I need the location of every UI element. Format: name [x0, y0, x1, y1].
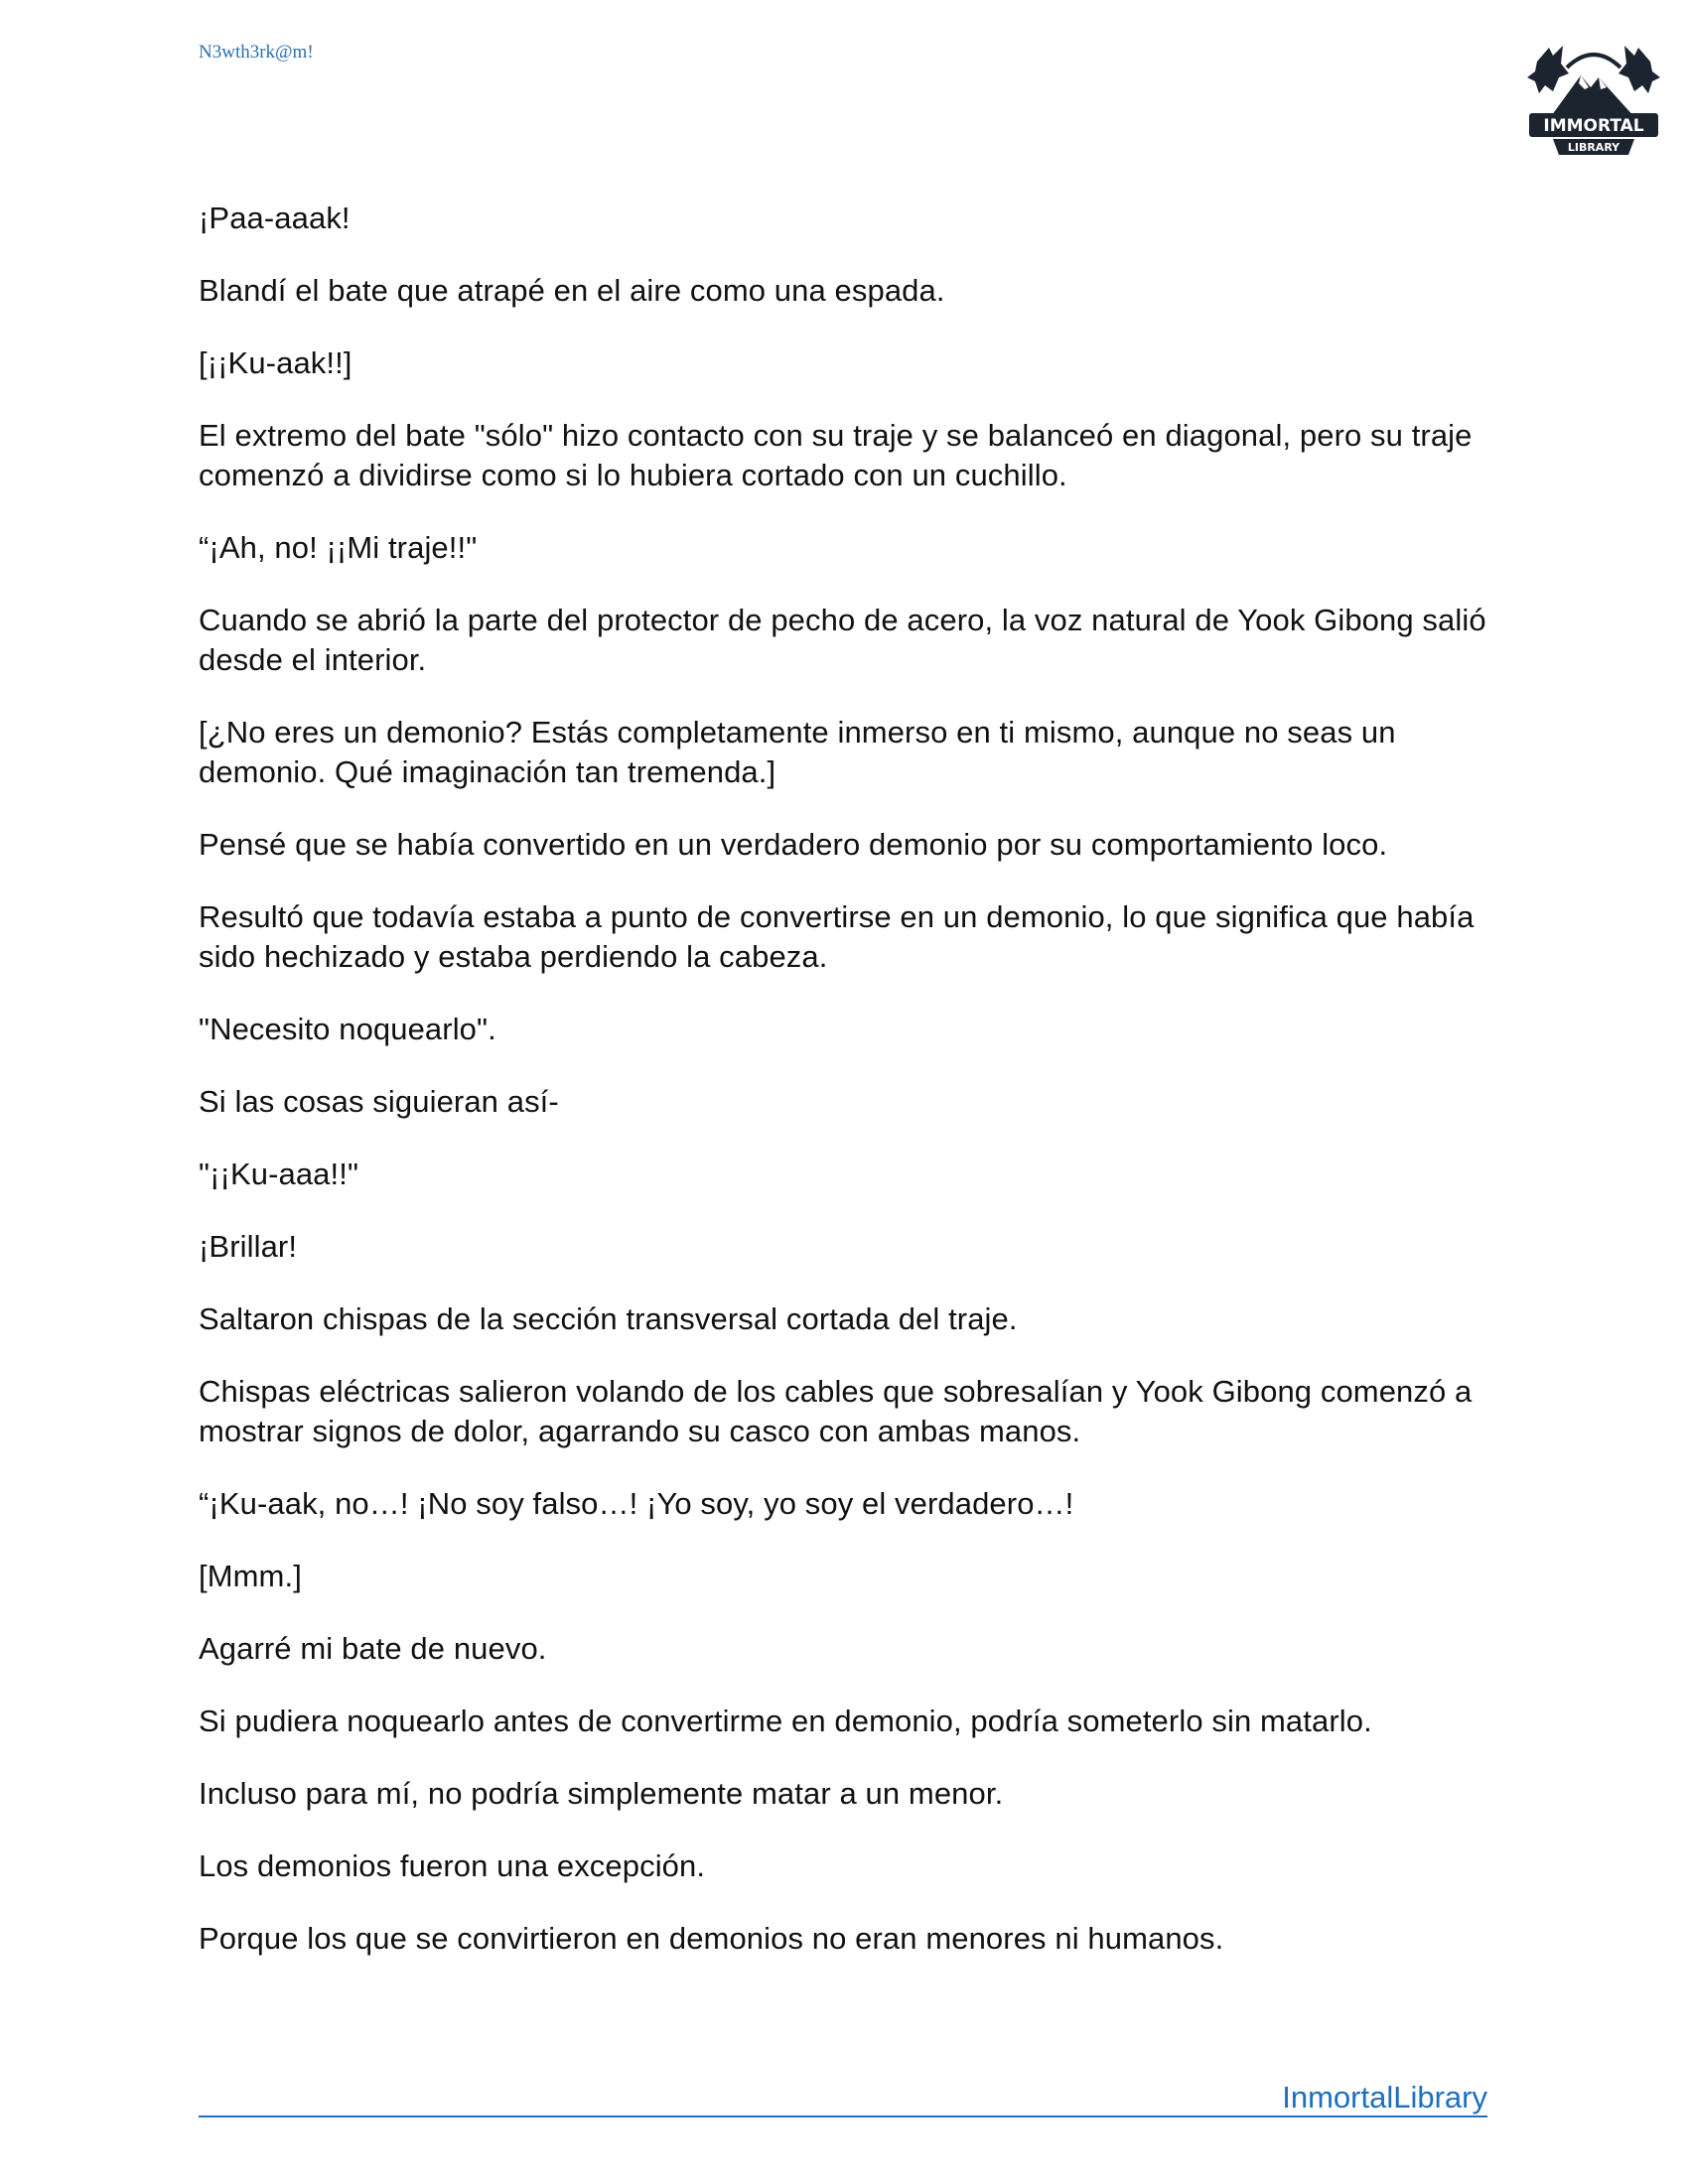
paragraph: [¿No eres un demonio? Estás completamente inmerso en ti mismo, aunque no seas un demonio. Qué imaginación tan tremenda.]: [199, 715, 1396, 789]
paragraph: Incluso para mí, no podría simplemente matar a un menor.: [199, 1776, 1004, 1811]
paragraph: [Mmm.]: [199, 1559, 302, 1593]
paragraph: Si pudiera noquearlo antes de convertirme en demonio, podría someterlo sin matarlo.: [199, 1704, 1372, 1738]
header-watermark: N3wth3rk@m!: [199, 42, 314, 63]
paragraph: Resultó que todavía estaba a punto de convertirse en un demonio, lo que significa que había sido hechizado y estaba perdiendo la cabeza.: [199, 899, 1475, 974]
paragraph: Los demonios fueron una excepción.: [199, 1848, 706, 1883]
footer-divider: [199, 2116, 1487, 2117]
paragraph: Chispas eléctricas salieron volando de los cables que sobresalían y Yook Gibong comenzó a mostrar signos de dolor, agarrando su casco con ambas manos.: [199, 1374, 1473, 1448]
paragraph: Si las cosas siguieran así-: [199, 1084, 559, 1119]
paragraph: Porque los que se convirtieron en demonios no eran menores ni humanos.: [199, 1921, 1224, 1956]
right-dragon-icon: [1618, 46, 1660, 93]
paragraph: "¡¡Ku-aaa!!": [199, 1157, 359, 1191]
logo-line2: LIBRARY: [1567, 141, 1620, 154]
paragraph: Saltaron chispas de la sección transversal cortada del traje.: [199, 1301, 1018, 1336]
left-dragon-icon: [1527, 46, 1569, 93]
paragraph: Cuando se abrió la parte del protector de pecho de acero, la voz natural de Yook Gibong salió desde el interior.: [199, 603, 1486, 677]
paragraph: “¡Ah, no! ¡¡Mi traje!!": [199, 530, 478, 565]
mountain-icon: [1549, 75, 1636, 119]
paragraph: Blandí el bate que atrapé en el aire como una espada.: [199, 273, 945, 308]
paragraph: “¡Ku-aak, no…! ¡No soy falso…! ¡Yo soy, yo soy el verdadero…!: [199, 1486, 1074, 1521]
paragraph: ¡Paa-aaak!: [199, 201, 351, 235]
logo-line1: IMMORTAL: [1543, 116, 1644, 136]
paragraph: El extremo del bate "sólo" hizo contacto con su traje y se balanceó en diagonal, pero su traje comenzó a dividirse como si lo hubiera cortado con un cuchillo.: [199, 418, 1473, 492]
footer-library-link[interactable]: InmortalLibrary: [1282, 2080, 1487, 2115]
paragraph: "Necesito noquearlo".: [199, 1012, 496, 1046]
document-body: [199, 199, 1499, 1991]
paragraph: Agarré mi bate de nuevo.: [199, 1631, 547, 1666]
paragraph: ¡Brillar!: [199, 1229, 298, 1264]
immortal-library-logo: [1519, 34, 1668, 163]
paragraph: Pensé que se había convertido en un verdadero demonio por su comportamiento loco.: [199, 827, 1388, 862]
paragraph: [¡¡Ku-aak!!]: [199, 345, 352, 380]
